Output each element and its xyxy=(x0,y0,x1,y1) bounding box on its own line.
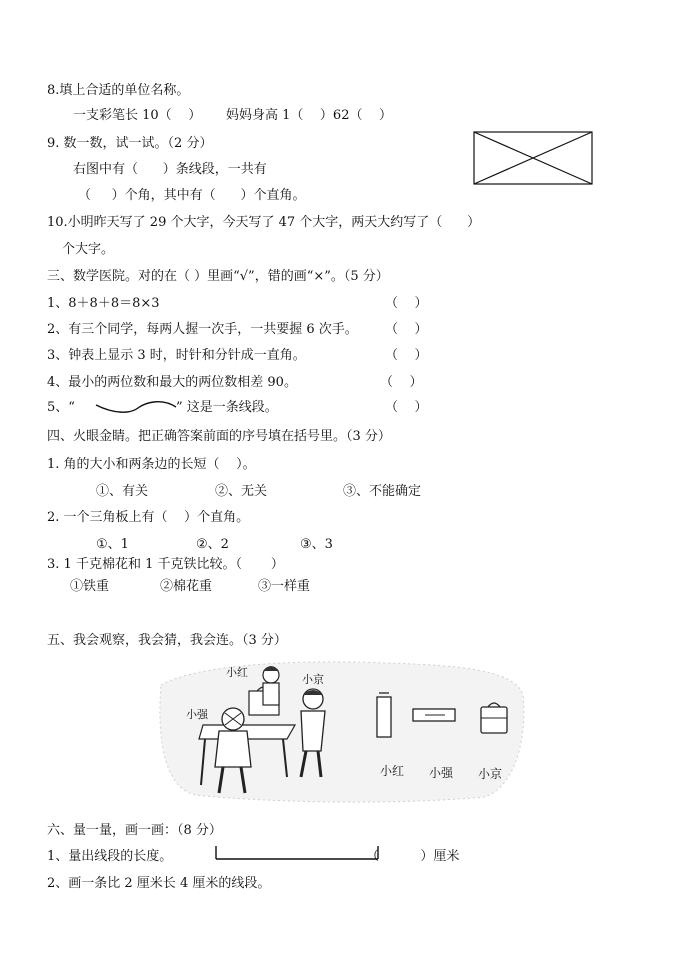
s3-item1-paren: （ ） xyxy=(385,296,428,311)
wavy-line-figure xyxy=(92,396,180,418)
rectangle-diagonals-figure xyxy=(472,130,594,186)
s4-q3-opt1: ①铁重 xyxy=(70,579,110,594)
s4-q1-opt3: ③、不能确定 xyxy=(343,484,422,499)
match-label-xiaoqiang: 小强 xyxy=(429,766,454,780)
s6-item1-answer: （ ）厘米 xyxy=(366,849,460,864)
s3-item5-paren: （ ） xyxy=(385,400,428,415)
q9-line2: （ ）个角，其中有（ ）个直角。 xyxy=(78,188,306,203)
s4-q1-opt1: ①、有关 xyxy=(96,484,149,499)
s3-item1: 1、8＋8＋8＝8×3 xyxy=(47,296,160,311)
figure-label-xiaojing: 小京 xyxy=(302,673,324,686)
s3-item4-paren: （ ） xyxy=(380,375,423,390)
s6-item1: 1、量出线段的长度。 xyxy=(47,849,173,864)
section4-heading: 四、火眼金睛。把正确答案前面的序号填在括号里。（3 分） xyxy=(47,429,391,444)
q10-line2: 个大字。 xyxy=(62,242,115,257)
q8-title: 8.填上合适的单位名称。 xyxy=(47,83,190,98)
s4-q2-opt2: ②、2 xyxy=(196,537,229,552)
s4-q3: 3. 1 千克棉花和 1 千克铁比较。（ ） xyxy=(47,557,284,572)
q10-line1: 10.小明昨天写了 29 个大字，今天写了 47 个大字，两天大约写了（ ） xyxy=(47,215,481,230)
s4-q2-opt3: ③、3 xyxy=(300,537,333,552)
s3-item5-prefix: 5、“ xyxy=(47,400,75,415)
s3-item5-suffix: ” 这是一条线段。 xyxy=(176,400,278,415)
observation-illustration xyxy=(155,655,530,805)
s4-q3-opt2: ②棉花重 xyxy=(160,579,213,594)
figure-label-xiaohong: 小红 xyxy=(226,666,248,679)
s4-q3-opt3: ③一样重 xyxy=(258,579,311,594)
q9-line1: 右图中有（ ）条线段，一共有 xyxy=(73,162,267,177)
figure-label-xiaoqiang: 小强 xyxy=(186,708,208,721)
measure-segment xyxy=(214,844,382,862)
s3-item3-paren: （ ） xyxy=(385,348,428,363)
s4-q2: 2. 一个三角板上有（ ）个直角。 xyxy=(47,510,250,525)
section5-heading: 五、我会观察，我会猜，我会连。（3 分） xyxy=(47,633,287,648)
q9-title: 9. 数一数，试一试。（2 分） xyxy=(47,136,213,151)
s3-item3: 3、钟表上显示 3 时，时针和分针成一直角。 xyxy=(47,348,306,363)
s3-item2-paren: （ ） xyxy=(385,322,428,337)
match-label-xiaojing: 小京 xyxy=(478,767,503,781)
s4-q1: 1. 角的大小和两条边的长短（ ）。 xyxy=(47,457,256,472)
section6-heading: 六、量一量，画一画：（8 分） xyxy=(47,823,222,838)
section3-heading: 三、数学医院。对的在（ ）里画“√”，错的画“×”。（5 分） xyxy=(47,269,389,284)
s3-item2: 2、有三个同学，每两人握一次手，一共要握 6 次手。 xyxy=(47,322,358,337)
s6-item2: 2、画一条比 2 厘米长 4 厘米的线段。 xyxy=(47,876,271,891)
q8-line: 一支彩笔长 10（ ） 妈妈身高 1（ ）62（ ） xyxy=(73,108,393,123)
s4-q2-opt1: ①、1 xyxy=(96,537,129,552)
match-label-xiaohong: 小红 xyxy=(380,764,405,778)
s4-q1-opt2: ②、无关 xyxy=(215,484,268,499)
s3-item4: 4、最小的两位数和最大的两位数相差 90。 xyxy=(47,375,297,390)
